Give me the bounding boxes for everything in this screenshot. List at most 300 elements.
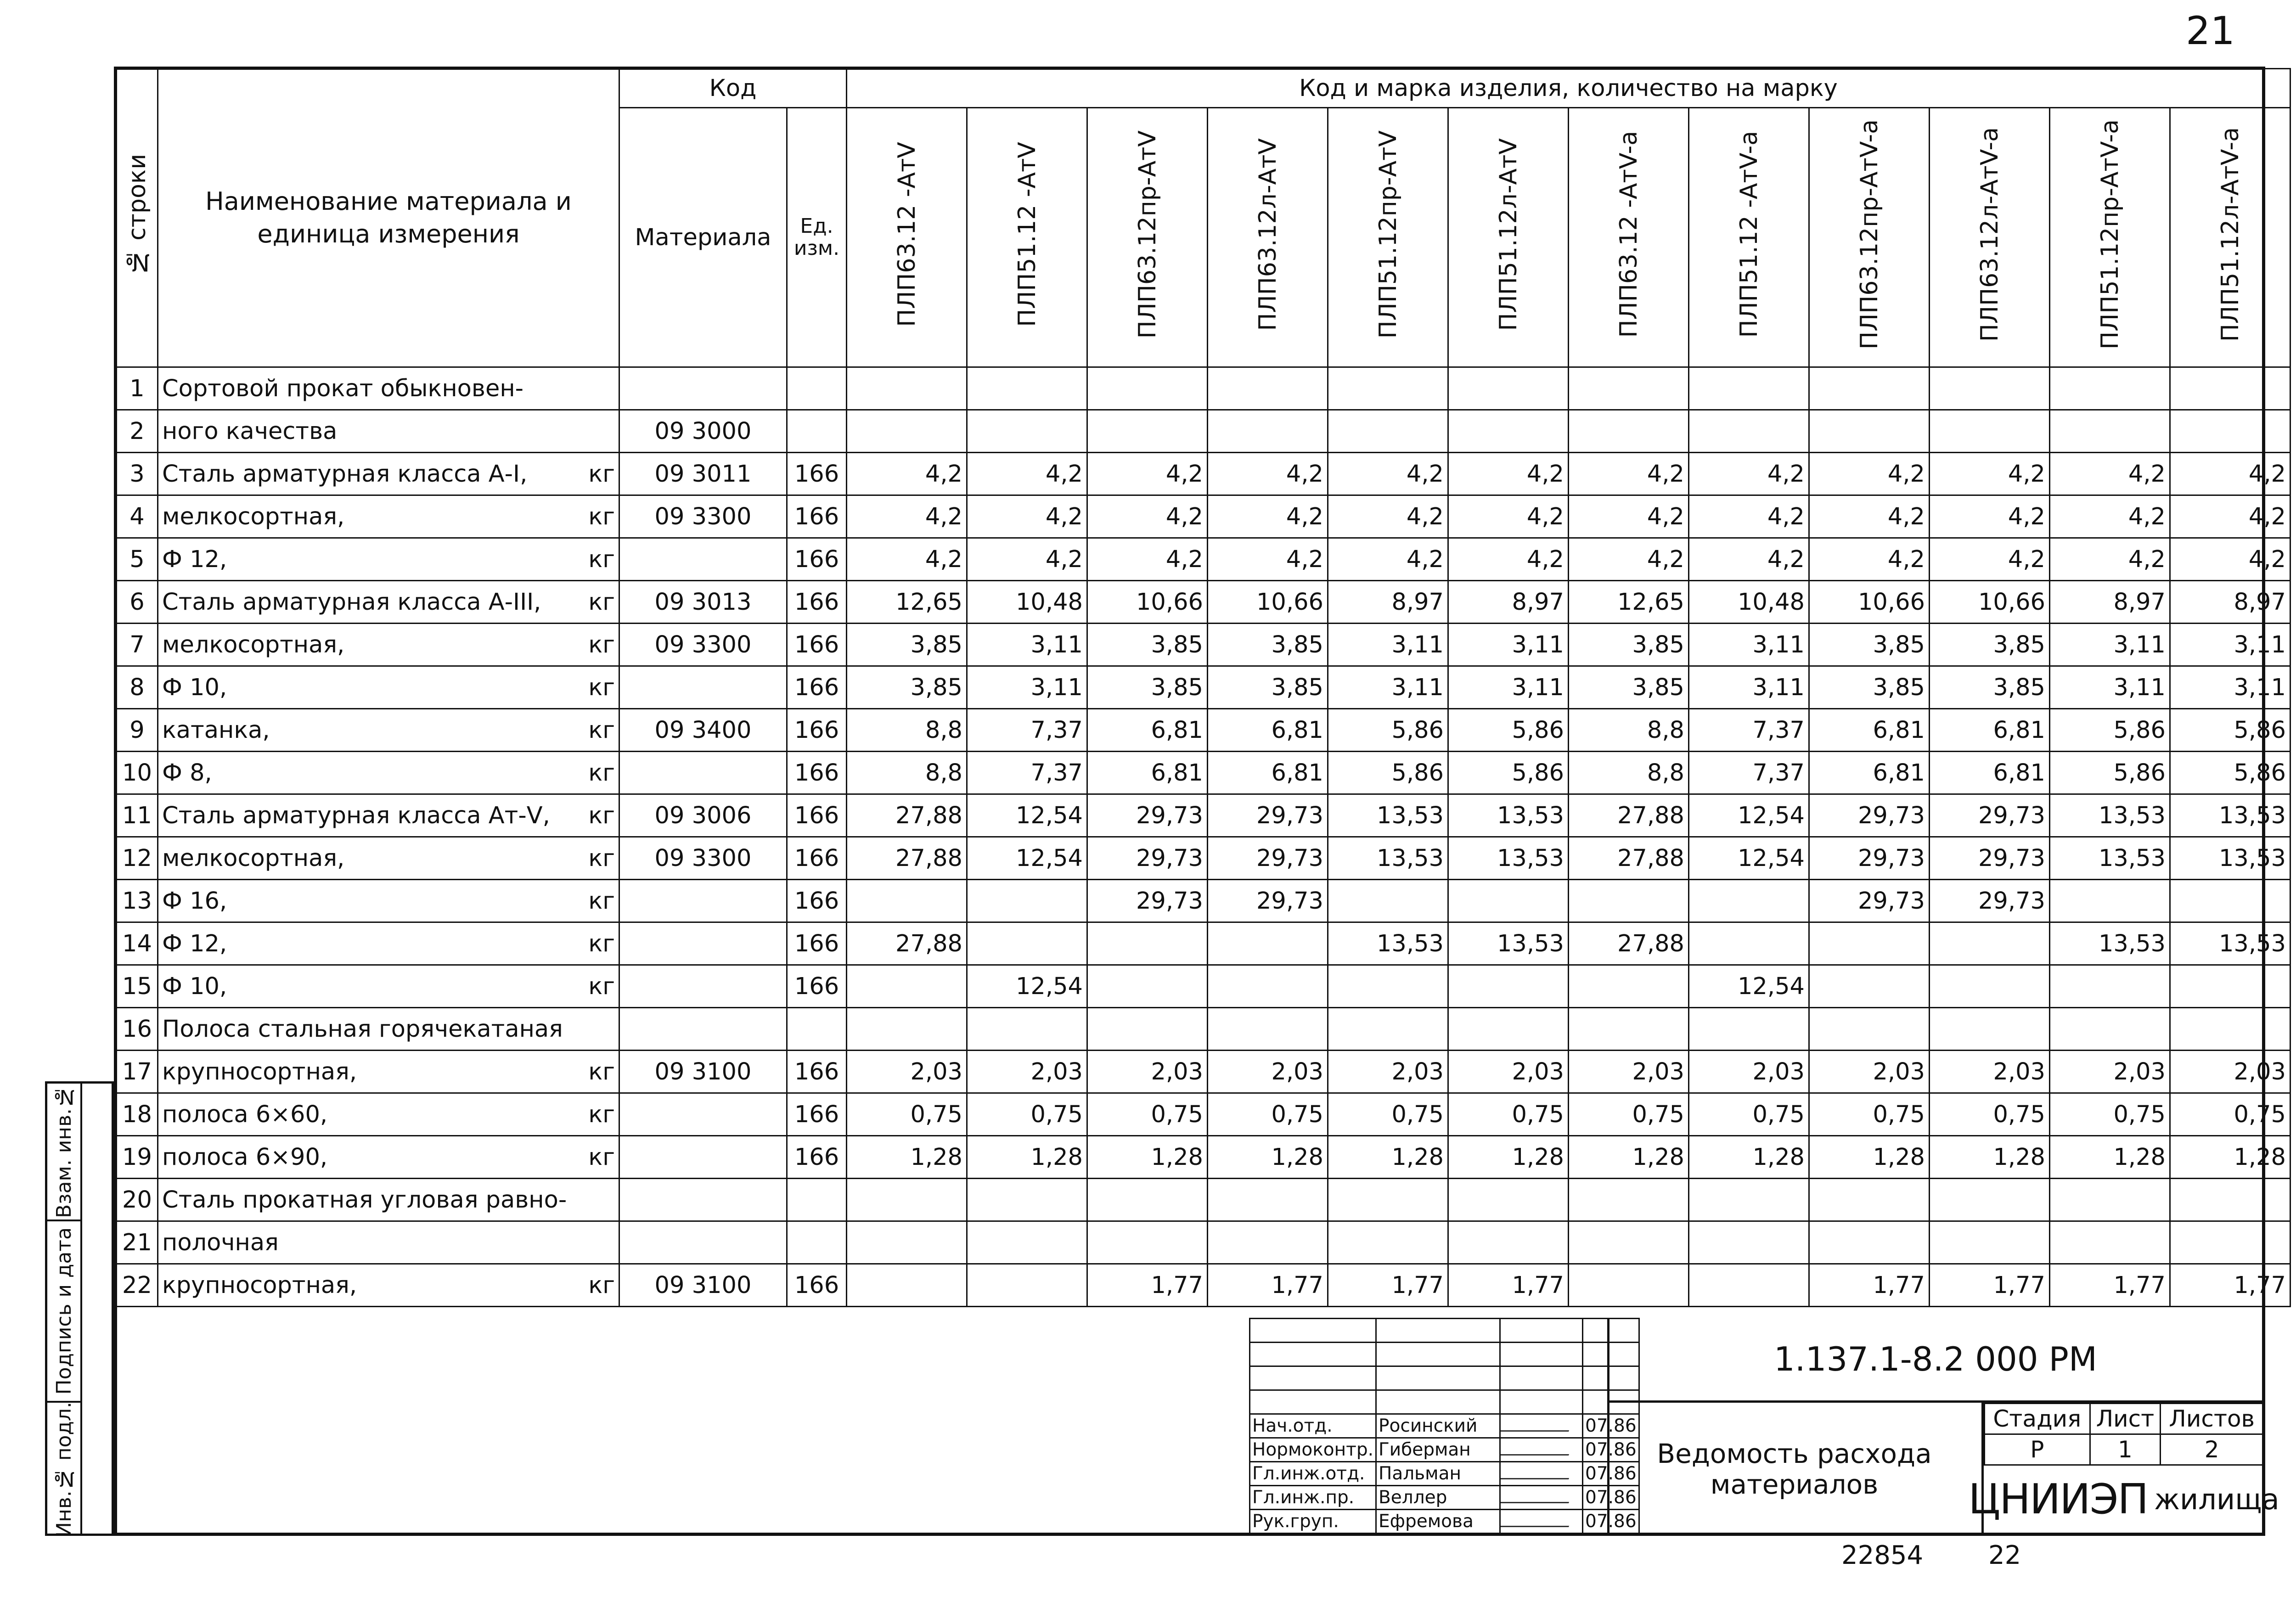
quantity-cell xyxy=(1569,965,1689,1008)
quantity-cell xyxy=(1087,410,1208,453)
quantity-cell: 6,81 xyxy=(1809,752,1930,794)
quantity-cell xyxy=(1328,410,1448,453)
stamp-row xyxy=(1250,1438,1639,1462)
unit-code: 166 xyxy=(787,922,847,965)
quantity-cell: 6,81 xyxy=(1087,752,1208,794)
material-name xyxy=(158,880,619,922)
quantity-cell: 13,53 xyxy=(2050,837,2170,880)
quantity-cell: 6,81 xyxy=(1930,752,2050,794)
quantity-cell: 13,53 xyxy=(1328,837,1448,880)
quantity-cell: 27,88 xyxy=(1569,794,1689,837)
table-row xyxy=(117,1264,2290,1307)
table-row xyxy=(117,453,2290,495)
quantity-cell: 8,97 xyxy=(2050,581,2170,624)
quantity-cell xyxy=(967,1008,1087,1051)
quantity-cell: 27,88 xyxy=(847,922,967,965)
quantity-cell: 5,86 xyxy=(1328,709,1448,752)
unit-label: кг xyxy=(588,631,615,658)
quantity-cell: 1,28 xyxy=(1087,1136,1208,1179)
sheets-value: 2 xyxy=(2161,1434,2263,1465)
quantity-cell: 4,2 xyxy=(2050,538,2170,581)
quantity-cell: 1,77 xyxy=(1208,1264,1328,1307)
quantity-cell xyxy=(2170,1008,2290,1051)
quantity-cell: 4,2 xyxy=(1809,538,1930,581)
header-product-4: ПЛП63.12л-АтV xyxy=(1208,108,1328,367)
material-name xyxy=(158,709,619,752)
quantity-cell xyxy=(2050,880,2170,922)
unit-code: 166 xyxy=(787,1093,847,1136)
header-product-2: ПЛП51.12 -АтV xyxy=(967,108,1087,367)
unit-label: кг xyxy=(588,802,615,829)
quantity-cell: 8,8 xyxy=(1569,752,1689,794)
quantity-cell: 4,2 xyxy=(1930,495,2050,538)
quantity-cell xyxy=(1569,1264,1689,1307)
quantity-cell: 3,11 xyxy=(967,624,1087,666)
quantity-cell xyxy=(847,1179,967,1221)
row-number: 6 xyxy=(117,581,158,624)
row-number: 8 xyxy=(117,666,158,709)
quantity-cell: 3,11 xyxy=(2170,624,2290,666)
stamp-name: Гиберман xyxy=(1376,1438,1500,1462)
quantity-cell: 4,2 xyxy=(1448,453,1569,495)
quantity-cell: 4,2 xyxy=(967,495,1087,538)
quantity-cell: 2,03 xyxy=(1809,1051,1930,1093)
material-name xyxy=(158,1136,619,1179)
quantity-cell xyxy=(1930,1179,2050,1221)
quantity-cell: 7,37 xyxy=(1689,709,1809,752)
material-code xyxy=(619,367,787,410)
material-code: 09 3100 xyxy=(619,1051,787,1093)
sheets-label: Листов xyxy=(2161,1404,2263,1434)
material-code xyxy=(619,1221,787,1264)
quantity-cell: 0,75 xyxy=(2170,1093,2290,1136)
quantity-cell: 3,11 xyxy=(1689,666,1809,709)
stamp-date: 07.86 xyxy=(1583,1486,1639,1510)
quantity-cell: 4,2 xyxy=(1569,495,1689,538)
quantity-cell: 8,97 xyxy=(1448,581,1569,624)
quantity-cell: 4,2 xyxy=(1087,495,1208,538)
quantity-cell: 3,85 xyxy=(1809,666,1930,709)
quantity-cell xyxy=(1328,1221,1448,1264)
quantity-cell: 3,85 xyxy=(1087,624,1208,666)
quantity-cell: 29,73 xyxy=(1809,794,1930,837)
header-product-5: ПЛП51.12пр-АтV xyxy=(1328,108,1448,367)
quantity-cell xyxy=(1208,1179,1328,1221)
row-number: 11 xyxy=(117,794,158,837)
quantity-cell xyxy=(1448,1008,1569,1051)
quantity-cell xyxy=(967,1221,1087,1264)
unit-code xyxy=(787,1008,847,1051)
table-row xyxy=(117,367,2290,410)
header-product-1: ПЛП63.12 -АтV xyxy=(847,108,967,367)
sidebar-signature-date: Подпись и дата xyxy=(47,1221,80,1403)
header-product-11: ПЛП51.12пр-АтV-а xyxy=(2050,108,2170,367)
quantity-cell: 3,11 xyxy=(1448,624,1569,666)
quantity-cell: 1,28 xyxy=(1328,1136,1448,1179)
quantity-cell: 29,73 xyxy=(1930,880,2050,922)
header-product-3: ПЛП63.12пр-АтV xyxy=(1087,108,1208,367)
header-row-no: № строки xyxy=(117,69,158,367)
quantity-cell xyxy=(1689,922,1809,965)
material-name-text: мелкосортная, xyxy=(162,503,345,530)
row-number: 1 xyxy=(117,367,158,410)
quantity-cell: 2,03 xyxy=(2170,1051,2290,1093)
stamp-date: 07.86 xyxy=(1583,1438,1639,1462)
header-product-12: ПЛП51.12л-АтV-а xyxy=(2170,108,2290,367)
quantity-cell: 2,03 xyxy=(1328,1051,1448,1093)
quantity-cell xyxy=(847,367,967,410)
quantity-cell: 3,11 xyxy=(967,666,1087,709)
row-number: 22 xyxy=(117,1264,158,1307)
quantity-cell: 1,77 xyxy=(1328,1264,1448,1307)
quantity-cell: 8,97 xyxy=(1328,581,1448,624)
unit-label: кг xyxy=(588,503,615,530)
stamp-role: Нач.отд. xyxy=(1250,1414,1376,1438)
table-row xyxy=(117,495,2290,538)
quantity-cell: 10,66 xyxy=(1930,581,2050,624)
quantity-cell: 0,75 xyxy=(1689,1093,1809,1136)
row-number: 20 xyxy=(117,1179,158,1221)
table-row xyxy=(117,410,2290,453)
row-number: 10 xyxy=(117,752,158,794)
unit-code: 166 xyxy=(787,581,847,624)
stamp-date: 07.86 xyxy=(1583,1462,1639,1486)
quantity-cell: 1,28 xyxy=(847,1136,967,1179)
material-code: 09 3011 xyxy=(619,453,787,495)
quantity-cell xyxy=(967,1264,1087,1307)
quantity-cell xyxy=(1569,367,1689,410)
unit-code: 166 xyxy=(787,794,847,837)
quantity-cell: 27,88 xyxy=(847,837,967,880)
quantity-cell: 4,2 xyxy=(2170,453,2290,495)
quantity-cell: 8,8 xyxy=(847,752,967,794)
quantity-cell xyxy=(847,1264,967,1307)
material-name-text: крупносортная, xyxy=(162,1271,357,1299)
unit-code: 166 xyxy=(787,880,847,922)
quantity-cell: 5,86 xyxy=(1448,752,1569,794)
unit-label: кг xyxy=(588,1101,615,1128)
quantity-cell: 4,2 xyxy=(1087,453,1208,495)
left-sidebar xyxy=(45,1081,114,1536)
quantity-cell: 3,85 xyxy=(847,666,967,709)
quantity-cell xyxy=(1569,1179,1689,1221)
quantity-cell xyxy=(1809,1221,1930,1264)
quantity-cell xyxy=(1328,880,1448,922)
stage-label: Стадия xyxy=(1985,1404,2090,1434)
row-number: 12 xyxy=(117,837,158,880)
quantity-cell xyxy=(1809,922,1930,965)
unit-label: кг xyxy=(588,1143,615,1171)
quantity-cell: 4,2 xyxy=(2050,453,2170,495)
quantity-cell: 1,28 xyxy=(1930,1136,2050,1179)
quantity-cell xyxy=(1809,1008,1930,1051)
organization-abbr: ЦНИИЭП xyxy=(1968,1475,2148,1523)
material-name-text: крупносортная, xyxy=(162,1058,357,1085)
quantity-cell: 4,2 xyxy=(1569,453,1689,495)
quantity-cell: 7,37 xyxy=(1689,752,1809,794)
quantity-cell: 10,48 xyxy=(1689,581,1809,624)
quantity-cell: 3,11 xyxy=(1689,624,1809,666)
header-material-code: Материала xyxy=(619,108,787,367)
quantity-cell xyxy=(847,965,967,1008)
sidebar-inv-original: Инв.№ подл. xyxy=(52,1401,76,1537)
quantity-cell xyxy=(1809,410,1930,453)
row-number: 2 xyxy=(117,410,158,453)
stamp-row xyxy=(1250,1414,1639,1438)
table-row xyxy=(117,837,2290,880)
quantity-cell xyxy=(1930,1221,2050,1264)
quantity-cell: 7,37 xyxy=(967,752,1087,794)
quantity-cell: 27,88 xyxy=(847,794,967,837)
header-product-8: ПЛП51.12 -АтV-а xyxy=(1689,108,1809,367)
quantity-cell: 12,54 xyxy=(1689,965,1809,1008)
row-number: 18 xyxy=(117,1093,158,1136)
quantity-cell: 2,03 xyxy=(1448,1051,1569,1093)
quantity-cell xyxy=(1689,410,1809,453)
quantity-cell: 12,65 xyxy=(1569,581,1689,624)
header-product-6: ПЛП51.12л-АтV xyxy=(1448,108,1569,367)
quantity-cell xyxy=(1087,1179,1208,1221)
quantity-cell: 2,03 xyxy=(847,1051,967,1093)
unit-label: кг xyxy=(588,759,615,787)
material-name xyxy=(158,538,619,581)
quantity-cell: 13,53 xyxy=(2170,837,2290,880)
quantity-cell xyxy=(1569,410,1689,453)
row-number: 4 xyxy=(117,495,158,538)
row-number: 21 xyxy=(117,1221,158,1264)
quantity-cell: 13,53 xyxy=(1448,837,1569,880)
quantity-cell: 13,53 xyxy=(1328,794,1448,837)
material-code xyxy=(619,965,787,1008)
quantity-cell xyxy=(847,1008,967,1051)
organization-rest: жилища xyxy=(2154,1482,2279,1516)
quantity-cell: 4,2 xyxy=(1569,538,1689,581)
unit-label: кг xyxy=(588,460,615,488)
quantity-cell xyxy=(2170,965,2290,1008)
table-row xyxy=(117,709,2290,752)
quantity-cell xyxy=(1689,880,1809,922)
material-name xyxy=(158,794,619,837)
quantity-cell: 2,03 xyxy=(1689,1051,1809,1093)
unit-code: 166 xyxy=(787,1051,847,1093)
quantity-cell xyxy=(1689,1008,1809,1051)
material-code xyxy=(619,1136,787,1179)
unit-code xyxy=(787,1179,847,1221)
quantity-cell: 4,2 xyxy=(1087,538,1208,581)
quantity-cell: 27,88 xyxy=(1569,922,1689,965)
material-name xyxy=(158,1008,619,1051)
table-row xyxy=(117,581,2290,624)
quantity-cell: 0,75 xyxy=(2050,1093,2170,1136)
quantity-cell xyxy=(1328,965,1448,1008)
quantity-cell: 1,28 xyxy=(967,1136,1087,1179)
quantity-cell: 4,2 xyxy=(1328,538,1448,581)
quantity-cell: 12,54 xyxy=(1689,837,1809,880)
quantity-cell: 13,53 xyxy=(1448,794,1569,837)
quantity-cell: 5,86 xyxy=(2170,709,2290,752)
quantity-cell: 2,03 xyxy=(1208,1051,1328,1093)
material-name-text: Ф 16, xyxy=(162,887,227,915)
stamp-row xyxy=(1250,1462,1639,1486)
quantity-cell: 1,28 xyxy=(1689,1136,1809,1179)
material-code xyxy=(619,922,787,965)
quantity-cell: 4,2 xyxy=(1208,453,1328,495)
quantity-cell: 12,54 xyxy=(967,965,1087,1008)
table-row xyxy=(117,1008,2290,1051)
quantity-cell xyxy=(1689,367,1809,410)
quantity-cell xyxy=(1809,965,1930,1008)
unit-code: 166 xyxy=(787,666,847,709)
stamp-date: 07.86 xyxy=(1583,1510,1639,1534)
quantity-cell: 10,66 xyxy=(1809,581,1930,624)
quantity-cell: 4,2 xyxy=(1930,538,2050,581)
header-code: Код xyxy=(619,69,847,108)
quantity-cell: 3,85 xyxy=(1087,666,1208,709)
material-name-text: Сталь арматурная класса А-I, xyxy=(162,460,528,488)
material-name xyxy=(158,367,619,410)
quantity-cell xyxy=(1087,965,1208,1008)
material-name xyxy=(158,624,619,666)
quantity-cell xyxy=(2170,880,2290,922)
material-name xyxy=(158,581,619,624)
row-number: 17 xyxy=(117,1051,158,1093)
quantity-cell xyxy=(1930,1008,2050,1051)
quantity-cell: 1,28 xyxy=(2050,1136,2170,1179)
stamp-name: Веллер xyxy=(1376,1486,1500,1510)
quantity-cell: 29,73 xyxy=(1208,880,1328,922)
quantity-cell: 3,85 xyxy=(1569,666,1689,709)
material-name xyxy=(158,922,619,965)
quantity-cell: 29,73 xyxy=(1930,794,2050,837)
table-row xyxy=(117,666,2290,709)
material-name-text: Ф 12, xyxy=(162,930,227,957)
material-code xyxy=(619,880,787,922)
quantity-cell xyxy=(1208,1221,1328,1264)
material-code xyxy=(619,1093,787,1136)
quantity-cell xyxy=(967,880,1087,922)
stage-box xyxy=(1984,1403,2264,1466)
quantity-cell: 6,81 xyxy=(1087,709,1208,752)
material-code xyxy=(619,666,787,709)
material-name xyxy=(158,837,619,880)
quantity-cell: 0,75 xyxy=(1208,1093,1328,1136)
quantity-cell xyxy=(1208,1008,1328,1051)
quantity-cell: 4,2 xyxy=(2050,495,2170,538)
quantity-cell: 4,2 xyxy=(1328,453,1448,495)
material-code: 09 3013 xyxy=(619,581,787,624)
quantity-cell: 0,75 xyxy=(967,1093,1087,1136)
quantity-cell: 1,28 xyxy=(1448,1136,1569,1179)
quantity-cell: 27,88 xyxy=(1569,837,1689,880)
material-code: 09 3400 xyxy=(619,709,787,752)
quantity-cell xyxy=(1087,1008,1208,1051)
stamp-role: Гл.инж.отд. xyxy=(1250,1462,1376,1486)
signature-stamp xyxy=(1249,1318,1640,1534)
unit-label: кг xyxy=(588,674,615,701)
document-title: Ведомость расхода материалов xyxy=(1607,1403,1984,1536)
quantity-cell xyxy=(2050,367,2170,410)
quantity-cell: 12,54 xyxy=(967,794,1087,837)
quantity-cell xyxy=(1930,367,2050,410)
quantity-cell xyxy=(1569,880,1689,922)
quantity-cell: 29,73 xyxy=(1208,794,1328,837)
quantity-cell: 3,11 xyxy=(1448,666,1569,709)
material-code: 09 3300 xyxy=(619,624,787,666)
quantity-cell: 4,2 xyxy=(1689,453,1809,495)
material-name xyxy=(158,1179,619,1221)
material-code: 09 3300 xyxy=(619,495,787,538)
quantity-cell xyxy=(847,1221,967,1264)
material-name-text: мелкосортная, xyxy=(162,844,345,872)
quantity-cell: 4,2 xyxy=(1448,538,1569,581)
unit-code xyxy=(787,410,847,453)
quantity-cell: 4,2 xyxy=(2170,495,2290,538)
quantity-cell: 2,03 xyxy=(1930,1051,2050,1093)
quantity-cell xyxy=(2050,1179,2170,1221)
quantity-cell xyxy=(1930,965,2050,1008)
sheet-label: Лист xyxy=(2090,1404,2161,1434)
unit-code: 166 xyxy=(787,752,847,794)
inventory-number: 22854 xyxy=(1841,1540,1924,1570)
stamp-date: 07.86 xyxy=(1583,1414,1639,1438)
quantity-cell: 5,86 xyxy=(1328,752,1448,794)
quantity-cell: 6,81 xyxy=(1208,752,1328,794)
quantity-cell: 13,53 xyxy=(2050,794,2170,837)
quantity-cell xyxy=(1689,1264,1809,1307)
quantity-cell xyxy=(2170,367,2290,410)
unit-label: кг xyxy=(588,1058,615,1085)
quantity-cell xyxy=(1930,922,2050,965)
quantity-cell xyxy=(967,922,1087,965)
stamp-signature xyxy=(1500,1462,1583,1486)
material-name xyxy=(158,495,619,538)
material-name-text: мелкосортная, xyxy=(162,631,345,658)
material-name-text: Ф 8, xyxy=(162,759,212,787)
quantity-cell: 10,66 xyxy=(1087,581,1208,624)
quantity-cell xyxy=(847,880,967,922)
quantity-cell: 4,2 xyxy=(967,453,1087,495)
quantity-cell xyxy=(2050,410,2170,453)
material-code: 09 3006 xyxy=(619,794,787,837)
quantity-cell xyxy=(1328,367,1448,410)
quantity-cell: 3,11 xyxy=(2050,666,2170,709)
unit-code: 166 xyxy=(787,624,847,666)
material-name xyxy=(158,666,619,709)
row-number: 19 xyxy=(117,1136,158,1179)
quantity-cell: 4,2 xyxy=(847,538,967,581)
unit-label: кг xyxy=(588,1271,615,1299)
quantity-cell: 13,53 xyxy=(2170,922,2290,965)
quantity-cell: 29,73 xyxy=(1087,794,1208,837)
table-row xyxy=(117,1136,2290,1179)
header-product-10: ПЛП63.12л-АтV-а xyxy=(1930,108,2050,367)
material-name xyxy=(158,410,619,453)
unit-code: 166 xyxy=(787,495,847,538)
quantity-cell: 1,28 xyxy=(1809,1136,1930,1179)
quantity-cell: 6,81 xyxy=(1930,709,2050,752)
material-code xyxy=(619,538,787,581)
sidebar-replaced-inv: Взам. инв.№ xyxy=(47,1084,80,1221)
unit-label: кг xyxy=(588,972,615,1000)
unit-label: кг xyxy=(588,930,615,957)
quantity-cell: 3,11 xyxy=(2050,624,2170,666)
quantity-cell: 4,2 xyxy=(967,538,1087,581)
stamp-role: Рук.груп. xyxy=(1250,1510,1376,1534)
unit-code: 166 xyxy=(787,1264,847,1307)
quantity-cell: 5,86 xyxy=(2170,752,2290,794)
stamp-signature xyxy=(1500,1510,1583,1534)
quantity-cell: 13,53 xyxy=(1328,922,1448,965)
